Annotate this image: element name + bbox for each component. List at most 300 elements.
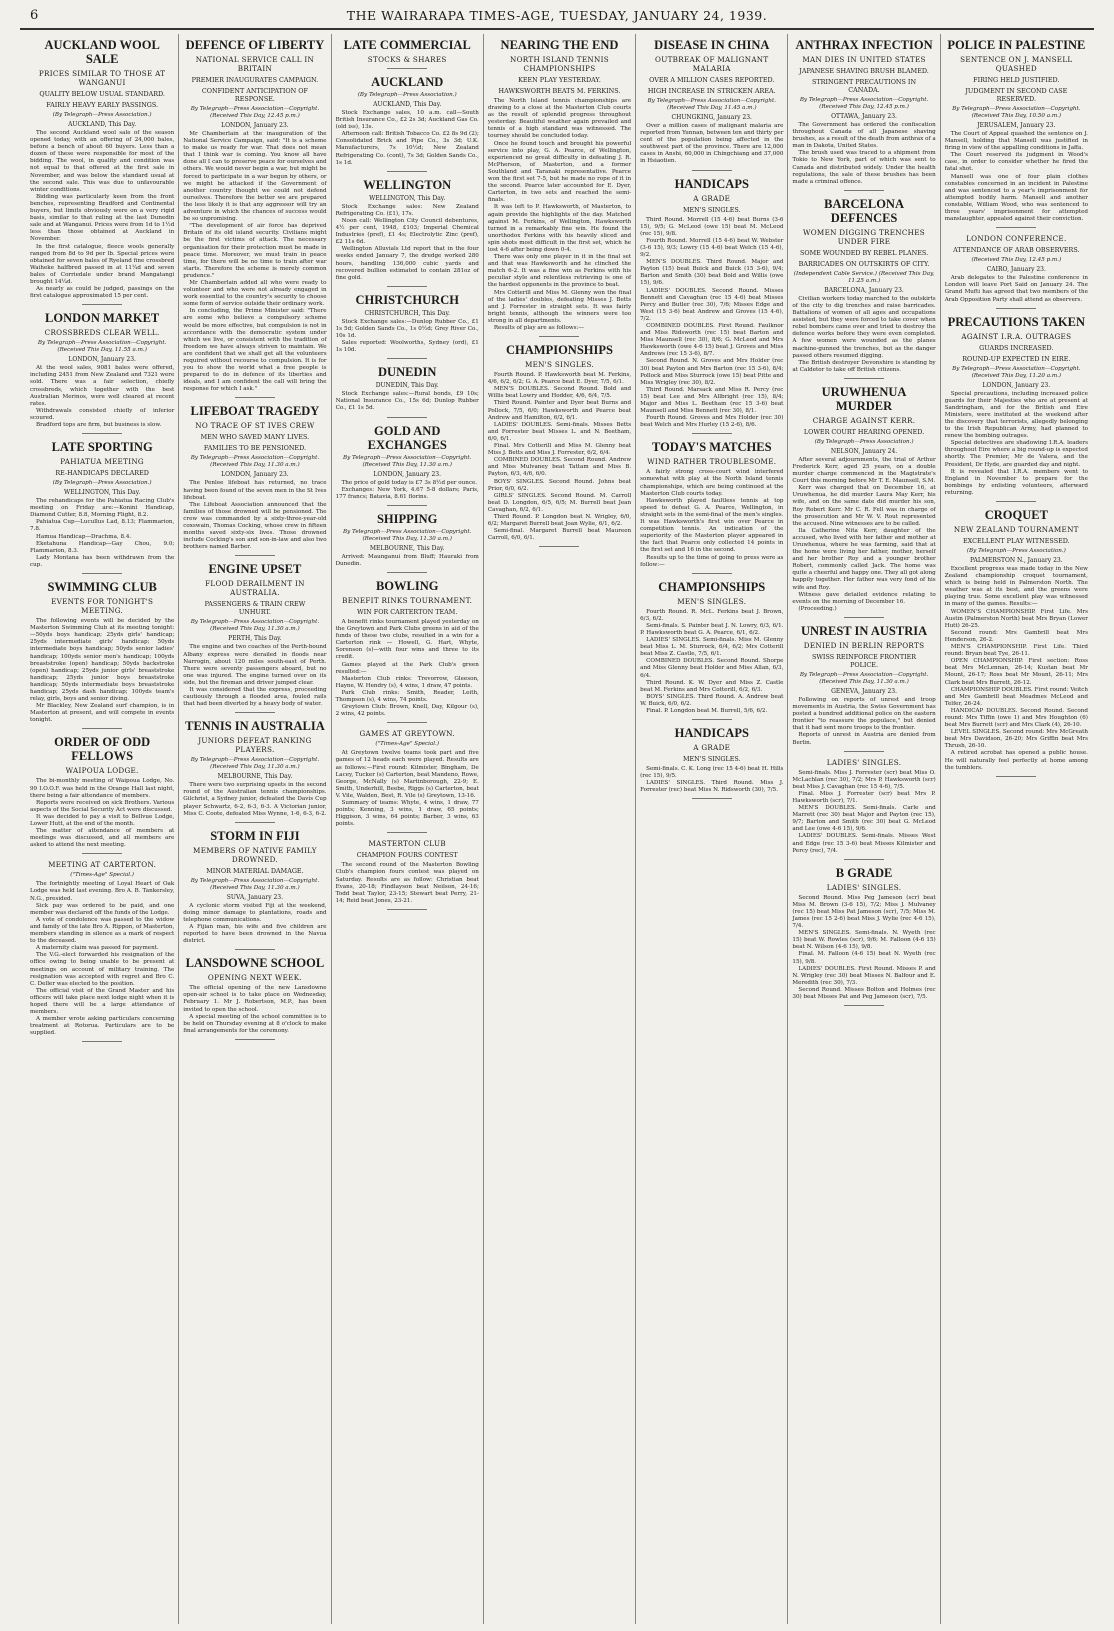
article-paragraph: Second Round. N. Groves and Mrs Holder (rec 30) beat Payton and Mrs Barton (rec 15 3-6), 8/4; Pollock and Miss Sturrock (owe 15) beat Pitte and Miss Wrigley (rec 30), 8/2. [640,358,784,386]
article-dateline: LONDON, January 23. [68,356,136,364]
article-subheading: WOMEN DIGGING TRENCHES UNDER FIRE [803,227,926,246]
article [640,38,783,171]
article-headline: B GRADE [835,865,893,880]
article-paragraph: Final. M. Falloon (4-6 15) beat N. Wyeth (rec 15), 9/8. [792,951,936,965]
article-subheading: SWISS REINFORCE FRONTIER POLICE. [811,652,917,669]
article-headline: CHRISTCHURCH [355,292,459,307]
article-headline: HANDICAPS [674,176,749,191]
article-paragraph: At Greytown twelve teams took part and five games of 12 heads each were played. Results are as follows:—First round: Kilmister, Bingham, De Lacey, Tucker (s) Carterton, beat Mandeno, Rowe, George, McNally (s) Martinborough, 22-9; E. Smith, Underhill, Beebe, Riggs (s) Carterton, beat V. Vile, Walden, Best, R. Vile (s) Greytown, 13-16. [335,750,479,799]
article-paragraph: The second Auckland wool sale of the season opened today, with an offering of 24,000 bales, before a bench of about 60 buyers. Less than a dozen of these were responsible for most of the bidding. The wool, in quality and condition was not equal to that offered at the first sale in November, and was below the standard usual at the second sale. This was due to unfavourable winter conditions. [30,130,175,193]
article-byline: By Telegraph—Press Association—Copyright. (Received This Day, 11.30 a.m.) [190,455,320,469]
article-headline: PRECAUTIONS TAKEN [947,314,1086,329]
article-subheading: MEN'S SINGLES. [682,205,741,214]
article-paragraph: Second Round. Misses Bolton and Holmes (rec 30) beat Misses Pat and Peg Jameson (scr), 7/5. [792,986,936,1001]
article-subheading: PREMIER INAUGURATES CAMPAIGN. [191,76,319,84]
article-paragraph: A vote of condolence was passed to the widow and family of the late Bro A. Rippon, of Masterton, members standing in silence as a mark of respect to the deceased. [30,916,175,945]
article-byline: By Telegraph—Press Association—Copyright. (Received This Day, 11.30 a.m.) [799,671,929,685]
article-headline: WELLINGTON [363,177,452,192]
article-headline: DEFENCE OF LIBERTY [185,38,325,52]
article [488,38,631,337]
article-headline: TENNIS IN AUSTRALIA [185,719,325,734]
column-6 [787,34,939,1624]
article-paragraph: A member wrote asking particulars concerning treatment at Rotorua. Particulars are to be supplied. [30,1016,175,1037]
article-headline: CROQUET [984,508,1048,522]
article-divider [235,555,275,556]
article-subheading: MINOR MATERIAL DAMAGE. [206,866,304,875]
article-paragraph: Excellent progress was made today in the New Zealand championship croquet tournament, which is being held in Palmerston North. The weather was at its best, and the greens were playing true. Some excellent play was witnessed in many of the games. Results:— [944,566,1088,608]
article-paragraph: MEN'S CHAMPIONSHIP. First Life. Third round: Bryan beat Tye, 26-11. [944,644,1088,658]
article-paragraph: LADIES' DOUBLES. Semi-finals. Misses Betts and Forrester beat Misses L. and N. Beetham, 6/0, 6/1. [487,421,632,442]
article [945,234,1088,308]
article-paragraph: LADIES' SINGLES. Semi-finals. Miss M. Glenny beat Miss L. M. Sturrock, 6/4, 6/2; Mrs Cotterill beat Miss Z. Castle, 7/5, 6/1. [640,637,784,658]
article-paragraph: The Penlee lifeboat has returned, no trace having been found of the seven men in the St Ives lifeboat. [183,480,327,501]
article-paragraph: Arab delegates to the Palestine conference in London will leave Port Said on January 24. The Grand Mufti has agreed that two members of the Arab Opposition Party shall attend as observers. [944,275,1088,303]
article-headline: SHIPPING [376,511,438,526]
article-dateline: OTTAWA, January 23. [831,113,897,120]
article-paragraph: It was decided to pay a visit to Bellvue Lodge, Lower Hutt, at the end of the month. [30,813,175,827]
article-paragraph: A fairly strong cross-court wind interfered somewhat with play at the North Island tennis championships, which are being continued at the Masterton Club courts today. [640,469,784,497]
article [640,440,783,573]
article-paragraph: Pahiatua Cup—Lucullus Lad, 8.13; Flammarion, 7.8. [30,519,175,533]
article-paragraph: Withdrawals consisted chiefly of inferior scoured. [30,407,175,421]
article-paragraph: There was only one player in it in the final set and that was Hawksworth and he clinched the match 6-2. It was a fine win as Ferkins with his peculiar style and relentless retrieving is one of the hardest opponents in the province to beat. [487,254,632,289]
article-paragraph: The following events will be decided by the Masterton Swimming Club at its meeting tonight:—50yds boys handicap; 25yds girls' handicap; 25yds intermediate girls' handicap; 50yds intermediate boys handicap; 50yds senior ladies' handicap; 100yds senior men's handicap; 100yds breaststroke (open) handicap; 50yds backstroke (open) handicap; 25yds junior girls' breaststroke handicap; 25yds junior boys breaststroke handicap; 50yds intermediate boys breaststroke handicap; 25yds dash handicap; 100yds team's relay, girls, boys and senior diving. [30,618,175,703]
article [336,579,479,723]
article-subheading: GAMES AT GREYTOWN. [359,729,455,739]
article-paragraph: It was left to P. Hawksworth, of Masterton, to again provide the highlights of the day. Matched against M. Ferkins, of Wellington, Hawksworth turned in a remarkably fine win. He found the unorthodox Ferkins with his heavily sliced and spin shots most difficult in the first set, which he lost 4-6 after being down 0-4. [487,204,632,253]
article-dateline: MELBOURNE, This Day. [369,544,445,552]
article-paragraph: Results of play are as follows:— [493,325,584,331]
article-subheading: RE-HANDICAPS DECLARED [55,469,149,478]
article [792,866,935,1006]
article-dateline: LONDON, January 23. [221,122,289,129]
article [945,315,1088,502]
article-paragraph: Hawksworth played faultless tennis at top speed to defeat G. A. Pearce, Wellington, in straight sets in the semi-final of the men's singles. It was Hawksworth's first win over Pearce in competition tennis. An indication of the superiority of the Masterton player appeared in the fact that Pearce only collected 14 points in the first set and 16 in the second. [640,497,784,554]
article-divider [235,949,275,950]
article-headline: TODAY'S MATCHES [651,440,772,455]
article-subheading: NORTH ISLAND TENNIS CHAMPIONSHIPS [510,55,609,73]
article-byline: By Telegraph—Press Association—Copyright. (Received This Day, 11.20 a.m.) [952,365,1081,379]
article-subheading: PRICES SIMILAR TO THOSE AT WANGANUI [38,69,166,87]
article-paragraph: WOMEN'S CHAMPIONSHIP. First Life. Mrs Austin (Palmerston North) beat Mrs Bryan (Lower Hutt) 26-25. [944,608,1088,629]
article-subheading: MASTERTON CLUB [368,839,446,849]
article-subheading: SENTENCE ON J. MANSELL QUASHED [960,55,1073,73]
article-paragraph: Final. Mrs Cotterill and Miss M. Glenny beat Miss J. Betts and Miss J. Forrester, 6/2, 6/4. [487,443,632,457]
article-subheading: MEN'S SINGLES. [524,360,594,370]
article-paragraph: Mr Blackley, New Zealand surf champion, is in Masterton at present, and will compete in events tonight. [30,703,175,724]
article-paragraph: The North Island tennis championships are drawing to a close at the Masterton Club courts as the result of splendid progress throughout yesterday. Beautiful weather again prevailed and tennis of a high standard was witnessed. The tourney should be concluded today. [487,98,632,140]
article-subheading: JUDGMENT IN SECOND CASE RESERVED. [965,87,1068,103]
article [30,860,174,1042]
article-divider [235,1039,275,1040]
article-subheading: FLOOD DERAILMENT IN AUSTRALIA. [205,579,305,598]
article-paragraph: Second round: Mrs Gambrill beat Mrs Henderson, 26-2. [944,629,1088,643]
article-divider [844,190,884,191]
article-paragraph: A Fijian man, his wife and five children are reported to have been drowned in the Navua district. [183,924,327,945]
masthead-rule [20,28,1094,30]
article-divider [387,909,427,910]
article-paragraph: BOYS' SINGLES. Third Round. A. Andrew beat W. Buick, 6/0, 6/2. [640,693,784,707]
article-paragraph: Hamua Handicap—Drachma, 8.4. [36,533,132,540]
article-paragraph: Reports of unrest in Austria are denied from Berlin. [792,732,936,746]
article [183,404,326,556]
columns [26,34,1092,1624]
article-subheading: WAIPOUA LODGE. [65,766,139,776]
article-paragraph: Third Round. Marsack and Miss R. Percy (rec 15) beat Lee and Mrs Allbright (rec 15), 8/4; Major and Miss L. Beetham (rec 15 3-6) beat Maunsell and Miss Bennett (rec 30), 8/1. [640,386,784,415]
article-paragraph: Special detectives are shadowing I.R.A. leaders throughout Eire where a big round-up is expected shortly. The Premier, Mr de Valera, and the President, Dr Hyde, are guarded day and night. [944,440,1088,468]
article [792,38,935,191]
article-divider [235,712,275,713]
article-paragraph: LADIES' DOUBLES. Second Round. Misses Bennett and Cavaghan (rec 15 4-6) beat Misses Percy and Butler (rec 30), 7/6; Misses Edge and West (15 3-6) beat Andrew and Groves (15 4-6), 7/2. [640,287,784,322]
article-paragraph: Masterton Club rinks: Trevorrow, Gleeson, Hayne, W. Hendry (s), 4 wins, 1 draw, 47 points. [335,675,479,689]
column-5 [635,34,787,1624]
article [30,580,174,729]
article [945,38,1088,228]
article-dateline: AUCKLAND, This Day. [68,121,137,128]
article-paragraph: Stock Exchange sales: New Zealand Refrigerating Co. (£1), 17s. [335,203,479,217]
article-headline: DISEASE IN CHINA [654,38,770,52]
article-paragraph: At the wool sales, 9081 bales were offered, including 2451 from New Zealand and 7321 were sold. There was a fair selection, chiefly crossbreds, which together with the best Australian Merinos, were well cleared at recent rates. [30,365,175,407]
article-paragraph: The V.G.-elect forwarded his resignation of the office owing to being unable to be present at meetings on account of military training. The resignation was accepted with regret and Bro C. C. Deller was elected to the position. [30,952,175,987]
article-subheading: CONFIDENT ANTICIPATION OF RESPONSE. [201,87,308,103]
article-paragraph: Stock Exchange sales:—Rural bonds, £9 10s; National Insurance Co., 15s 6d; Dunlop Rubber Co., £1 1s 5d. [335,391,479,412]
article-subheading: LADIES' SINGLES. [826,882,902,892]
article-headline: AUCKLAND WOOL SALE [44,38,160,66]
article-paragraph: Semi-finals. Miss J. Forrester (scr) beat Miss O. McLachlan (rec 30), 7/2; Mrs P. Hawksworth (scr) beat Miss J. Cavaghan (rec 15 4-6), 7/5. [792,769,936,790]
article-divider [387,171,427,172]
article-subheading: ROUND-UP EXPECTED IN EIRE. [962,354,1071,363]
article-byline: ("Times-Age" Special.) [70,872,134,879]
article-headline: BOWLING [375,579,439,593]
article-headline: CHAMPIONSHIPS [658,579,766,594]
article-byline: By Telegraph—Press Association—Copyright. (Received This Day, 10.50 a.m.) [952,106,1081,119]
article-paragraph: Fourth Round. Groves and Mrs Holder (rec 30) beat Welch and Mrs Hurley (15 2-6), 8/6. [640,415,784,429]
article-subheading: BARRICADES ON OUTSKIRTS OF CITY. [798,259,930,268]
article-paragraph: The fortnightly meeting of Loyal Heart of Oak Lodge was held last evening. Bro A. B. Tankersley, N.G., presided. [30,881,175,902]
article-paragraph: Eketahuna Handicap—Gay Chou, 9.0; Flammarion, 8.3. [30,540,175,554]
column-4 [483,34,635,1624]
article-paragraph: The engine and two coaches of the Perth-bound Albany express were derailed in floods near Narrogin, about 120 miles south-east of Perth. There were seventy passengers aboard, but no one was injured. The engine turned over on its side, but the fireman and driver jumped clear. [183,644,327,686]
article-paragraph: In the first catalogue, fleece wools generally ranged from 8d to 9d per lb. Special prices were obtained for seven bales of Ryeland fine crossbred Waiheke halfbred passed in at 11¼d and seven bales of Corriedale under brand Mangatangi brought 14¼d. [30,243,175,285]
article-paragraph: Games played at the Park Club's green resulted:— [335,661,479,675]
article-headline: UNREST IN AUSTRIA [800,623,928,638]
article-paragraph: The official visit of the Grand Master and his officers will take place next lodge night when it is hoped there will be a large attendance of members. [30,987,175,1016]
article-divider [692,798,732,799]
article-subheading: CHARGE AGAINST KERR. [812,415,916,425]
article-divider [82,1041,122,1042]
article [30,735,174,854]
article [183,562,326,713]
article-divider [387,572,427,573]
article-headline: HANDICAPS [674,726,749,741]
article-divider [387,417,427,418]
article-headline: LATE COMMERCIAL [343,38,471,52]
article-paragraph: Once he found touch and brought his powerful service into play, G. A. Pearce, of Wellington, experienced no great difficulty in defeating J. R. McPherson, of Masterton, and a former Southland and Taranaki representative. Pearce won the first set 7-5, but he made no rope of it in the second. Pearce later accounted for E. Dyer, Carterton, in two sets and reached the semi-finals. [487,140,632,204]
article-paragraph: The Court reserved its judgment in Wood's case, in order to consider whether he fired the fatal shot. [944,152,1088,173]
article-paragraph: Third Round. Morrell (15 4-6) beat Burns (3-6 15), 9/5; G. McLeod (owe 15) beat M. McLeod (rec 15), 9/8. [640,216,784,237]
article-paragraph: OPEN CHAMPIONSHIP. First section: Ross beat Mrs McLennan, 26-14; Kustan beat Mr Mount, 26-17; Ross beat Mr Mount, 26-11; Mrs Clark beat Mrs Burrett, 26-12. [944,658,1088,686]
article-paragraph: Afternoon call: British Tobacco Co. £2 8s 9d (2); Consolidated Brick and Pipe Co., 3s 3d; U.K. Manufacturers, 7s 10½d; New Zealand Refrigerating Co. (cont), 7s 3d; Golden Sands Co., 1s 1d. [335,131,479,166]
article-dateline: PERTH, This Day. [228,635,282,643]
article-paragraph: HANDICAP DOUBLES. Second Round. Second round: Mrs Tiffin (owe 1) and Mrs Houghton (6) beat Mrs Burrett (scr) and Mrs Clark (4), 26-10. [944,707,1088,729]
article-divider [82,728,122,729]
article-subheading: FIRING HELD JUSTIFIED. [973,76,1060,84]
article-paragraph: Sick pay was ordered to be paid, and one member was declared off the funds of the Lodge. [30,902,175,916]
article-paragraph: Exchanges: New York, 4.67 5-8 dollars; Paris, 177 francs; Batavia, 8.61 florins. [335,486,479,500]
article-paragraph: LADIES' DOUBLES. Semi-finals. Misses West and Edge (rec 15 3-6) beat Misses Kilmister and Percy (rec), 7/4. [792,833,936,854]
article-subheading: JUNIORS DEFEAT RANKING PLAYERS. [198,736,312,755]
article-paragraph: Third Round. K. W. Dyer and Miss Z. Castle beat M. Ferkins and Mrs Cotterill, 6/2, 6/3. [640,679,784,693]
article-byline: (Received This Day, 12.45 p.m.) [971,257,1062,264]
article-subheading: LOWER COURT HEARING OPENED. [803,427,925,436]
article-dateline: CAIRO, January 23. [986,266,1046,274]
article-subheading: NEW ZEALAND TOURNAMENT [953,525,1079,534]
article-divider [82,433,122,434]
article-divider [844,1005,884,1006]
article-headline: LANSDOWNE SCHOOL [185,956,325,971]
article-paragraph: Lady Montana has been withdrawn from the cup. [30,554,175,568]
article-byline: By Telegraph—Press Association—Copyright. (Received This Day, 12.45 p.m.) [799,97,929,110]
article-paragraph: COMBINED DOUBLES. Second Round. Andrew and Miss Mulvaney beat Tattam and Miss B. Payton, 6/3, 4/6, 6/0. [487,457,632,478]
article-paragraph: MEN'S DOUBLES. Semi-finals. Carle and Marrett (rec 30) beat Major and Payton (rec 15), 9/7; Barton and Smith (rec 30) beat G. McLeod and Lee (owe 4-6 15), 9/6. [792,805,936,833]
article-subheading: HAWKSWORTH BEATS M. FERKINS. [498,87,621,95]
article-dateline: JERUSALEM, January 23. [977,122,1056,129]
article-byline: (By Telegraph—Press Association.) [357,92,457,98]
article-headline: NEARING THE END [500,38,619,52]
column-3 [331,34,483,1624]
article-subheading: JAPANESE SHAVING BRUSH BLAMED. [799,67,929,75]
article-paragraph: Semi-final. Margaret Burrell beat Maureen Carroll, 6/0, 6/1. [487,528,632,542]
article-paragraph: CHAMPIONSHIP DOUBLES. First round: Veitch and Mrs Gambrill beat Meadmes McLeod and Telfer, 26-24. [944,686,1088,707]
article-paragraph: Third Round. Painter and Dyer beat Burns and Pollock, 7/5, 6/0; Hawksworth and Pearce beat Andrew and Hamilton, 6/2, 6/1. [487,400,632,421]
article-paragraph: The brush used was traced to a shipment from Tokio to New York, part of which was sent to Canada and distributed widely. Under the health regulations, the sale of these brushes has been made a criminal offence. [792,150,936,185]
article-paragraph: The British destroyer Devonshire is standing by at Caldetor to take off British citizens. [792,359,936,373]
article-paragraph: A maternity claim was passed for payment. [36,945,159,952]
article [183,719,326,822]
article-paragraph: LEVEL SINGLES. Second round: Mrs McGreath beat Mrs Davidson, 26-20; Mrs Griffin beat Mrs Thrush, 26-10. [944,729,1088,750]
article [488,343,631,547]
article-divider [692,719,732,720]
article-headline: AUCKLAND [371,75,444,89]
article-headline: LONDON MARKET [45,311,160,326]
article [792,758,935,860]
article-paragraph: Following on reports of unrest and troop movements in Austria, the Swiss Government has posted a hundred additional police on the eastern frontier "to reassure the populace," but denied that it had sent more troops to the frontier. [792,696,936,732]
article-paragraph: A retired acrobat has opened a public house. He will naturally feel perfectly at home among the tumblers. [944,750,1088,771]
article-paragraph: LADIES' SINGLES. Third Round. Miss J. Forrester (rec) beat Miss N. Ridsworth (30), 7/5. [640,780,784,794]
article-byline: By Telegraph—Press Association—Copyright. (Received This Day, 11.55 a.m.) [37,340,167,354]
article-paragraph: There were two surprising upsets in the second round of the Australian tennis championships. Gilchrist, a Sydney junior, defeated the Davis Cup player Schwartz, 6-2, 6-3, 6-3. A Victorian junior, Miss C. Coote, defeated Miss Wynne, 1-6, 6-3, 6-2. [183,782,327,817]
article-divider [539,336,579,337]
article-paragraph: The matter of attendance of members at meetings was discussed, and all members are asked to attend the next meeting. [30,828,175,849]
article-paragraph: Bradford tops are firm, but business is slow. [36,422,162,428]
column-2 [178,34,330,1624]
article-subheading: PASSENGERS & TRAIN CREW UNHURT. [204,600,306,617]
article-paragraph: BOYS' SINGLES. Second Round. Johns beat Prior, 6/0, 6/2. [487,478,632,492]
article-subheading: HIGH INCREASE IN STRICKEN AREA. [647,87,776,95]
article-dateline: PALMERSTON N., January 23. [970,557,1063,564]
article-byline: By Telegraph—Press Association—Copyright. (Received This Day, 11.45 a.m.) [647,98,776,111]
article-paragraph: Greytown Club: Brown, Knell, Day, Kilgour (s), 2 wins, 42 points. [335,704,479,718]
article-paragraph: Final. Miss J. Forrester (scr) beat Mrs P. Hawksworth (scr), 7/1. [792,790,936,804]
article-subheading: QUALITY BELOW USUAL STANDARD. [39,90,165,98]
article [336,839,479,910]
article-divider [387,505,427,506]
article-subheading: STRINGENT PRECAUTIONS IN CANADA. [812,78,917,94]
article-subheading: OPENING NEXT WEEK. [207,973,302,983]
article-paragraph: Summary of teams: Whyte, 4 wins, 1 draw, 77 points; Kenning, 3 wins, 1 draw, 65 points; Higgison, 3 wins, 64 points; Barber, 3 wins, 63 points. [335,799,479,828]
article-divider [539,546,579,547]
article-subheading: NATIONAL SERVICE CALL IN BRITAIN [195,55,315,73]
article-paragraph: "The development of air force has deprived Britain of its old island security. Civilians might be the first victims of attack. The necessary organisation for their protection must be made in peace time. Moreover, we must train in peace time, for there will be no time to train after war starts. Therefore the scheme is merely common prudence." [183,223,327,279]
article-dateline: WELLINGTON, This Day. [369,194,446,202]
article-divider [82,853,122,854]
article-headline: ENGINE UPSET [208,562,302,577]
article-paragraph: The Lifeboat Association announced that the families of those drowned will be pensioned. The crew was commanded by a sixty-three-year-old coxswain, Thomas Cocking, whose crew in fifteen months saved sixty-six lives. Those drowned include Cocking's son and son-in-law and also two brothers named Barber. [183,501,327,551]
article-byline: (By Telegraph—Press Association.) [52,112,152,118]
article-dateline: BARCELONA, January 23. [824,286,904,294]
article-paragraph: Arrived: Maunganui from Bluff; Hauraki from Dunedin. [335,553,479,567]
article-paragraph: Witness gave detailed evidence relating to events on the morning of December 16. [792,591,936,605]
article [792,624,935,752]
article-dateline: MELBOURNE, This Day. [217,773,293,781]
article-paragraph: As nearly as could be judged, passings on the first catalogue approximated 15 per cent. [30,286,175,300]
article [792,197,935,379]
article-paragraph: GIRLS' SINGLES. Second Round. M. Carroll beat D. Longdon, 6/5, 6/5; M. Burrell beat Jean Cavaghan, 6/2, 6/1. [487,492,632,513]
article [945,508,1088,777]
article-divider [844,859,884,860]
article-paragraph: Third Round. P. Longdon beat N. Wrigley, 6/0, 6/2; Margaret Burrell beat Joan Wylie, 6/1, 6/2. [487,513,632,528]
article-paragraph: Over a million cases of malignant malaria are reported from Yunnan, between ten and thirty per cent of the population being affected in the southwest part of the province. There are 12,000 cases in Anshi, 60,000 in Chingchiang and 37,000 in Hsiaotien. [640,123,784,165]
article-dateline: GENEVA, January 23. [831,687,897,695]
article-paragraph: COMBINED DOUBLES. Second Round. Shorpe and Miss Glenny beat Holder and Miss Allan, 6/3, 6/4. [640,658,784,679]
article-dateline: CHRISTCHURCH, This Day. [364,309,450,317]
article-paragraph: Wellington Alluvials Ltd report that in the four weeks ended January 7, the dredge worked 280 hours, handling 136,000 cubic yards and recovered bullion estimated to contain 281oz of fine gold. [335,246,479,281]
article-divider [692,170,732,171]
article-subheading: A GRADE [693,193,731,203]
article-byline: By Telegraph—Press Association—Copyright. (Received This Day, 11.30 a.m.) [190,619,320,633]
article-subheading: KEEN PLAY YESTERDAY. [518,76,601,84]
article-subheading: MEN WHO SAVED MANY LIVES. [200,433,310,442]
article-divider [692,573,732,574]
article [640,580,783,720]
article-divider [844,617,884,618]
article-paragraph: MEN'S DOUBLES. Third Round. Major and Payton (15) beat Buick and Buick (15 3-6), 9/4; Barton and Smith (30) beat Bold and Willis (owe 15), 9/6. [640,259,784,287]
article-dateline: LONDON, January 23. [982,381,1051,389]
article [336,178,479,287]
article-divider [82,573,122,574]
article-subheading: EVENTS FOR TONIGHT'S MEETING. [51,597,154,616]
article-paragraph: Kerr was charged that on December 16, at Uruwhenua, he did murder Laura May Kerr, his wife, and on the same date did murder his son, Roy Robert Kerr. Mr C. R. Fell was in charge of the prosecution and Mr W. V. Rout represented the accused. Nine witnesses are to be called. [792,485,936,527]
article-divider [235,397,275,398]
article-paragraph: The Government has ordered the confiscation throughout Canada of all Japanese shaving brushes, as a result of the death from anthrax of a man in Dakota, United States. [792,122,936,150]
article-paragraph: Special precautions, including increased police guards for their Majesties who are at present at Sandringham, and for the British and Eire Ministers, were instituted at the weekend after the discovery that terrorists, allegedly belonging to the Irish Republican Army, had planned to renew the bombing outrages. [944,390,1088,440]
article-divider [387,358,427,359]
article-subheading: PAHIATUA MEETING [60,457,144,467]
article-paragraph: The bi-monthly meeting of Waipoua Lodge, No. 99 I.O.O.F. was held in the Orange Hall last night, there being a fair attendance of members. [30,778,175,799]
article-paragraph: MEN'S DOUBLES. Second Round. Bold and Willis beat Lowry and Hodder, 4/6, 6/4, 7/5. [487,386,632,400]
column-7 [940,34,1092,1624]
article-subheading: MEN'S SINGLES. [677,596,747,606]
article-divider [844,378,884,379]
article [640,726,783,799]
article [183,38,326,398]
article-paragraph: Ila Catherine Nita Kerr, daughter of the accused, who lived with her father and mother at Uruwhenua, where he was farming, said that at the home were living her father, mother, herself and her brother Roy and a younger brother Robert, commonly called Jack. The home was quite a cheerful and happy one. They all got along happily together. Her father was very fond of his wife and Roy. [792,527,936,591]
article-headline: ORDER OF ODD FELLOWS [54,735,151,764]
article-paragraph: Noon call: Wellington City Council debentures, 4½ per cent, 1948, £103; Imperial Chemical Industries (pref), £1 4s; Electrolytic Zinc (pref), £2 11s 6d. [335,217,479,246]
article-subheading: WIND RATHER TROUBLESOME. [647,457,777,467]
column-1 [26,34,178,1624]
article-byline: (By Telegraph—Press Association.) [966,548,1066,554]
article-subheading: AGAINST I.R.A. OUTRAGES [961,331,1072,341]
article-paragraph: Fourth Round. P. Hawksworth beat M. Ferkins, 4/6, 6/2, 6/2; G. A. Pearce beat E. Dyer, 7/5, 6/1. [487,372,632,386]
article-paragraph: Results up to the time of going to press were as follow:— [640,554,784,568]
article-subheading: MEN'S SINGLES. [682,755,741,764]
article-headline: LATE SPORTING [51,440,153,455]
article [336,424,479,506]
article-divider [692,433,732,434]
article-subheading: FAIRLY HEAVY EARLY PASSINGS. [46,101,159,109]
article-dateline: AUCKLAND, This Day. [373,101,442,108]
article-paragraph: COMBINED DOUBLES. First Round. Faulknor and Miss Ridsworth (rec 15) beat Barton and Miss Maunsell (rec 30), 8/6; G. McLeod and Mrs Hawksworth (owe 4-6 15) beat J. Groves and Miss Andrews (rec 15 3-6), 8/7. [640,322,784,358]
article-byline: By Telegraph—Press Association—Copyright. (Received This Day, 11.30 a.m.) [342,528,472,542]
article-divider [996,227,1036,228]
article-divider [996,501,1036,502]
article-subheading: CHAMPION FOURS CONTEST [356,851,458,860]
article [336,365,479,417]
article-headline: SWIMMING CLUB [47,580,157,595]
article-dateline: WELLINGTON, This Day. [64,489,141,497]
article-byline: By Telegraph—Press Association—Copyright. (Received This Day, 12.45 p.m.) [190,106,320,119]
article [336,293,479,359]
article-dateline: LONDON, January 23. [221,471,289,479]
article-subheading: BENEFIT RINKS TOURNAMENT. [342,596,473,605]
article-subheading: STOCKS & SHARES [367,55,447,64]
article [30,440,174,574]
newspaper-title: THE WAIRARAPA TIMES-AGE, TUESDAY, JANUARY 24, 1939. [346,8,768,23]
article-paragraph: Final. P. Longdon beat M. Burrell, 5/6, 6/2. [646,708,768,714]
article-paragraph: Bidding was particularly keen from the front benches, representing Bradford and Continental buyers, but limits obviously were on a very rigid basis, similar to that ruling at the last Dunedin sale and at Wanganui. Prices were from 1d to 1½d less than those obtained at Auckland in November. [30,193,175,243]
article-paragraph: Sales reported: Woolworths, Sydney (ord), £1 1s 10d. [335,340,479,354]
article-divider [82,304,122,305]
article-headline: LIFEBOAT TRAGEDY [190,404,320,419]
article-paragraph: Reports were received on sick Brothers. Various aspects of the Social Security Act were discussed. [30,799,175,813]
article-paragraph: Mr Chamberlain at the inauguration of the National Service Campaign, said: "It is a scheme to make us ready for war. That does not mean that I think war is coming. You know all have done all I can to preserve peace for ourselves and others. We would never begin a war, but might be forced to participate in a war begun by others, or we might be attacked if the Government of another country thought we could not defend ourselves. Therefore the better we are prepared the less likely it is that any aggressor will try an adventure in which the chances of success would be so unpromising. [183,131,327,223]
article-paragraph: Stock Exchange sales:—Dunlop Rubber Co., £1 1s 5d; Golden Sands Co., 1s 0½d; Grey River Co., 10s 1d. [335,318,479,339]
article-paragraph: The second round of the Masterton Bowling Club's champion fours contest was played on Saturday. Results are as follow: Christian beat Evans, 20-18; Findlayson beat Neilson, 24-16; Todd beat Taylor, 23-15; Stewart beat Perry, 21-14; Reid beat Jones, 23-21. [335,862,479,904]
article-byline: (By Telegraph—Press Association.) [814,438,914,445]
article-paragraph: The official opening of the new Lansdowne open-air school is to take place on Wednesday, February 1. Mr J. Robertson, M.P., has been invited to open the school. [183,985,327,1013]
article [792,385,935,618]
article-headline: POLICE IN PALESTINE [947,38,1086,52]
article-byline: By Telegraph—Press Association—Copyright. (Received This Day, 11.30 a.m.) [190,757,320,771]
article-paragraph: The rehandicaps for the Pahiatua Racing Club's meeting on Friday are:—Konini Handicap, Diamond Cutter, 8.8, Morning Flight, 8.2. [30,498,175,519]
article [336,512,479,573]
article-paragraph: Stock Exchange sales, 10 a.m. call—South British Insurance Co., £2 2s 3d; Auckland Gas Co. (old iss), 13s. [335,110,479,131]
article-dateline: SUVA, January 23. [226,893,284,901]
article-paragraph: Park Club rinks: Smith, Reader, Leith, Thompson (s), 4 wins, 74 points. [335,689,479,704]
article-byline: (By Telegraph—Press Association.) [52,480,152,487]
article-headline: URUWHENUA MURDER [821,384,907,413]
article-paragraph: After several adjournments, the trial of Arthur Frederick Kerr, aged 25 years, on a double murder charge commenced in the Magistrate's Court this morning before Mr T. E. Maunsell, S.M. [792,456,936,485]
article-byline: (Independent Cable Service.) (Received This Day, 11.25 a.m.) [793,270,935,284]
article [30,311,174,434]
article-byline: By Telegraph—Press Association—Copyright. (Received This Day, 11.30 a.m.) [190,877,320,891]
article-subheading: FAMILIES TO BE PENSIONED. [203,444,307,453]
article-subheading: DENIED IN BERLIN REPORTS [803,640,925,650]
article-headline: CHAMPIONSHIPS [506,343,613,358]
article-paragraph: Second Round. Miss Peg Jameson (scr) beat Miss M. Brown (3-6 15), 7/2; Miss J. Mulvaney (rec 15) beat Miss Pat Jameson (scr), 7/5; Miss M. James (rec 15 2-6) beat Miss J. Wylie (rec 4-6 15), 7/4. [792,894,936,930]
article-subheading: ATTENDANCE OF ARAB OBSERVERS. [953,246,1080,255]
